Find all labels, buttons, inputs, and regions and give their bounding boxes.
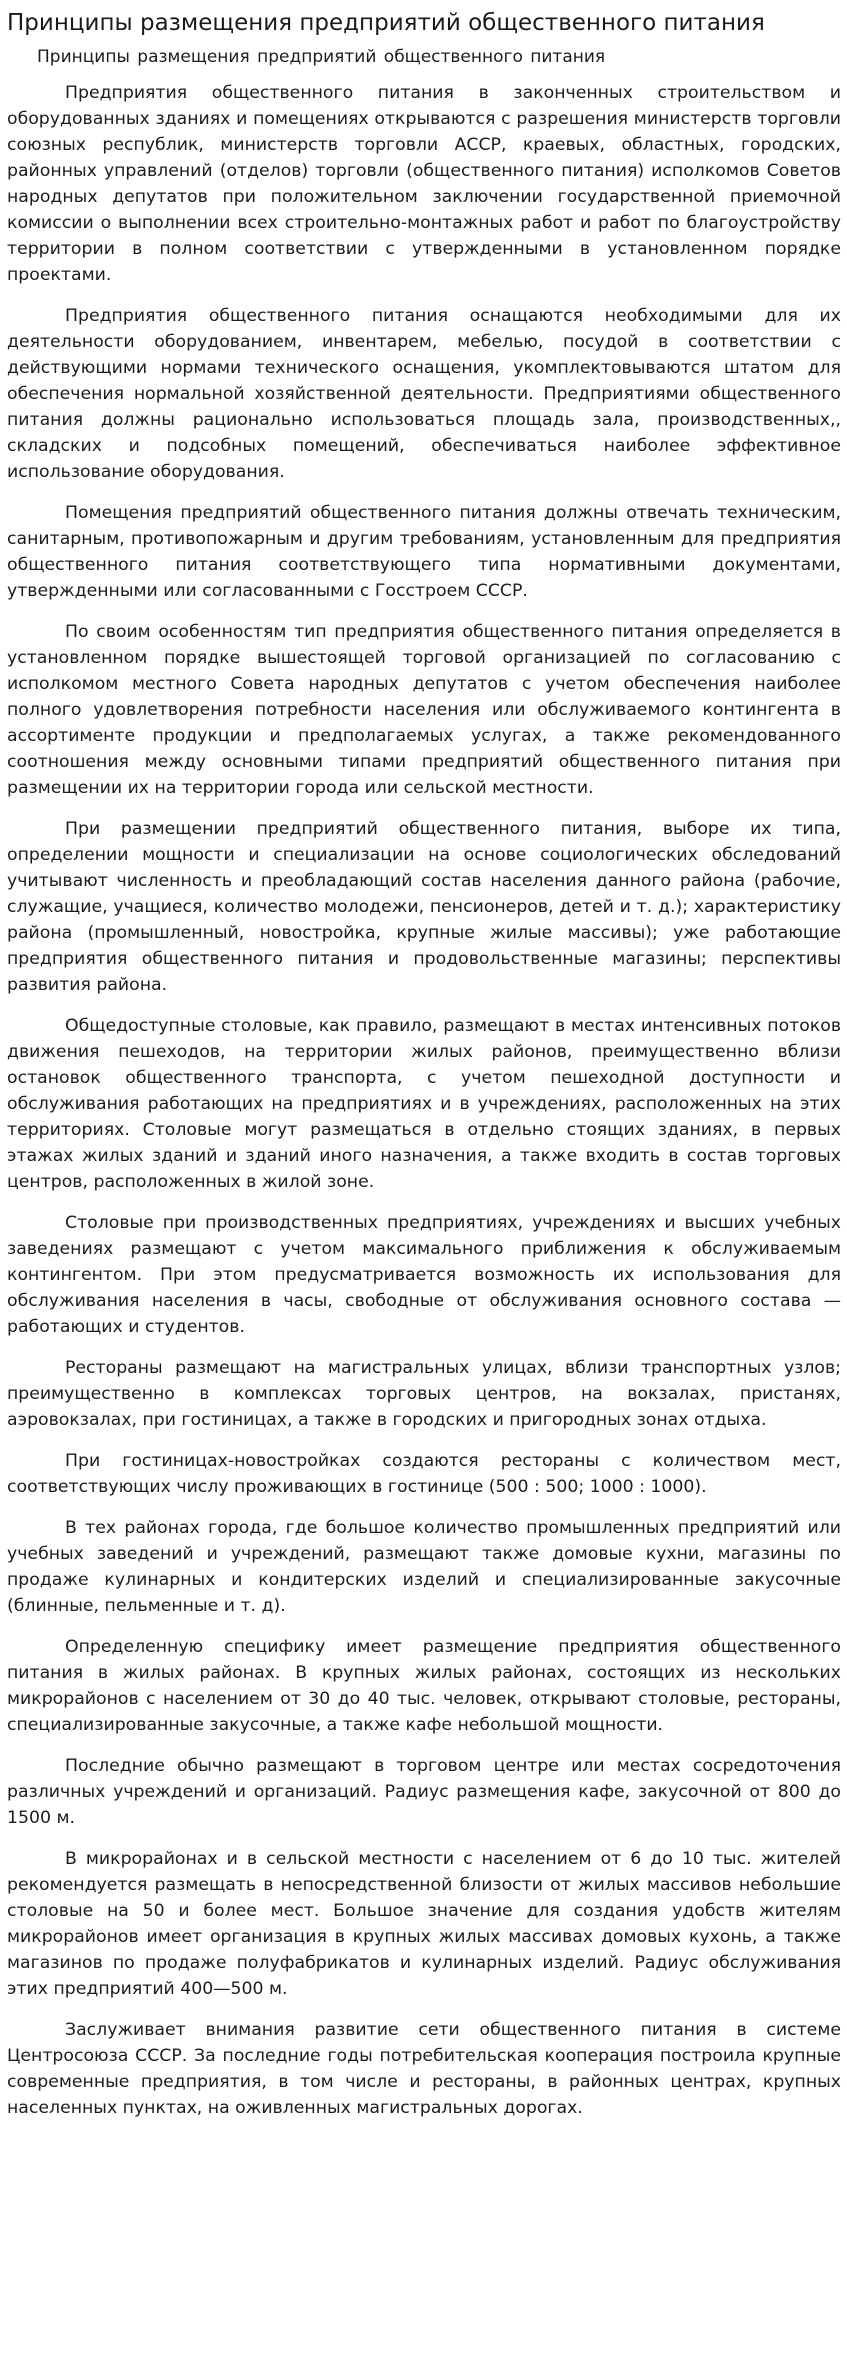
paragraph-2: Предприятия общественного питания оснащаются необходимыми для их деятельности оборудованием, инвентарем, мебелью, посудой в соответствии с действующими нормами технического оснащения, укомплектовываются штатом для обеспечения нормальной хозяйственной деятельности. Предприятиями общественного питания должны рационально использоваться площадь зала, производственных,, складских и подсобных помещений, обеспечиваться наиболее эффективное использование оборудования. <box>7 306 841 482</box>
paragraph-11: Определенную специфику имеет размещение предприятия общественного питания в жилых районах. В крупных жилых районах, состоящих из нескольких микрорайонов с населением от 30 до 40 тыс. человек, открывают столовые, рестораны, специализированные закусочные, а также кафе небольшой мощности. <box>7 1637 841 1735</box>
paragraph-13: В микрорайонах и в сельской местности с населением от 6 до 10 тыс. жителей рекомендуется размещать в непосредственной близости от жилых массивов небольшие столовые на 50 и более мест. Большое значение для создания удобств жителям микрорайонов имеет организация в крупных жилых массивах домовых кухонь, а также магазинов по продаже полуфабрикатов и кулинарных изделий. Радиус обслуживания этих предприятий 400—500 м. <box>7 1849 841 1999</box>
article-subtitle: Принципы размещения предприятий общественного питания <box>37 47 606 67</box>
paragraph-14: Заслуживает внимания развитие сети общественного питания в системе Центросоюза СССР. За последние годы потребительская кооперация построила крупные современные предприятия, в том числе и рестораны, в районных центрах, крупных населенных пунктах, на оживленных магистральных дорогах. <box>7 2020 841 2118</box>
paragraph-12: Последние обычно размещают в торговом центре или местах сосредоточения различных учреждений и организаций. Радиус размещения кафе, закусочной от 800 до 1500 м. <box>7 1756 841 1828</box>
paragraph-8: Рестораны размещают на магистральных улицах, вблизи транспортных узлов; преимущественно в комплексах торговых центров, на вокзалах, пристанях, аэровокзалах, при гостиницах, а также в городских и пригородных зонах отдыха. <box>7 1358 841 1430</box>
paragraph-7: Столовые при производственных предприятиях, учреждениях и высших учебных заведениях размещают с учетом максимального приближения к обслуживаемым контингентом. При этом предусматривается возможность их использования для обслуживания населения в часы, свободные от обслуживания основного состава — работающих и студентов. <box>7 1213 841 1337</box>
page-title: Принципы размещения предприятий общественного питания <box>7 10 765 36</box>
paragraph-1: Предприятия общественного питания в законченных строительством и оборудованных зданиях и помещениях открываются с разрешения министерств торговли союзных республик, министерств торговли АССР, краевых, областных, городских, районных управлений (отделов) торговли (общественного питания) исполкомов Советов народных депутатов при положительном заключении государственной приемочной комиссии о выполнении всех строительно-монтажных работ и работ по благоустройству территории в полном соответствии с утвержденными в установленном порядке проектами. <box>7 83 841 285</box>
paragraph-6: Общедоступные столовые, как правило, размещают в местах интенсивных потоков движения пешеходов, на территории жилых районов, преимущественно вблизи остановок общественного транспорта, с учетом пешеходной доступности и обслуживания работающих на предприятиях и в учреждениях, расположенных на этих территориях. Столовые могут размещаться в отдельно стоящих зданиях, в первых этажах жилых зданий и зданий иного назначения, а также входить в состав торговых центров, расположенных в жилой зоне. <box>7 1016 841 1192</box>
paragraph-10: В тех районах города, где большое количество промышленных предприятий или учебных заведений и учреждений, размещают также домовые кухни, магазины по продаже кулинарных и кондитерских изделий и специализированные закусочные (блинные, пельменные и т. д). <box>7 1518 841 1616</box>
paragraph-3: Помещения предприятий общественного питания должны отвечать техническим, санитарным, противопожарным и другим требованиям, установленным для предприятия общественного питания соответствующего типа нормативными документами, утвержденными или согласованными с Госстроем СССР. <box>7 503 841 601</box>
paragraph-4: По своим особенностям тип предприятия общественного питания определяется в установленном порядке вышестоящей торговой организацией по согласованию с исполкомом местного Совета народных депутатов с учетом обеспечения наиболее полного удовлетворения потребности населения или обслуживаемого контингента в ассортименте продукции и предполагаемых услугах, а также рекомендованного соотношения между основными типами предприятий общественного питания при размещении их на территории города или сельской местности. <box>7 622 841 798</box>
paragraph-9: При гостиницах-новостройках создаются рестораны с количеством мест, соответствующих числу проживающих в гостинице (500 : 500; 1000 : 1000). <box>7 1451 841 1497</box>
paragraph-5: При размещении предприятий общественного питания, выборе их типа, определении мощности и специализации на основе социологических обследований учитывают численность и преобладающий состав населения данного района (рабочие, служащие, учащиеся, количество молодежи, пенсионеров, детей и т. д.); характеристику района (промышленный, новостройка, крупные жилые массивы); уже работающие предприятия общественного питания и продовольственные магазины; перспективы развития района. <box>7 819 841 995</box>
